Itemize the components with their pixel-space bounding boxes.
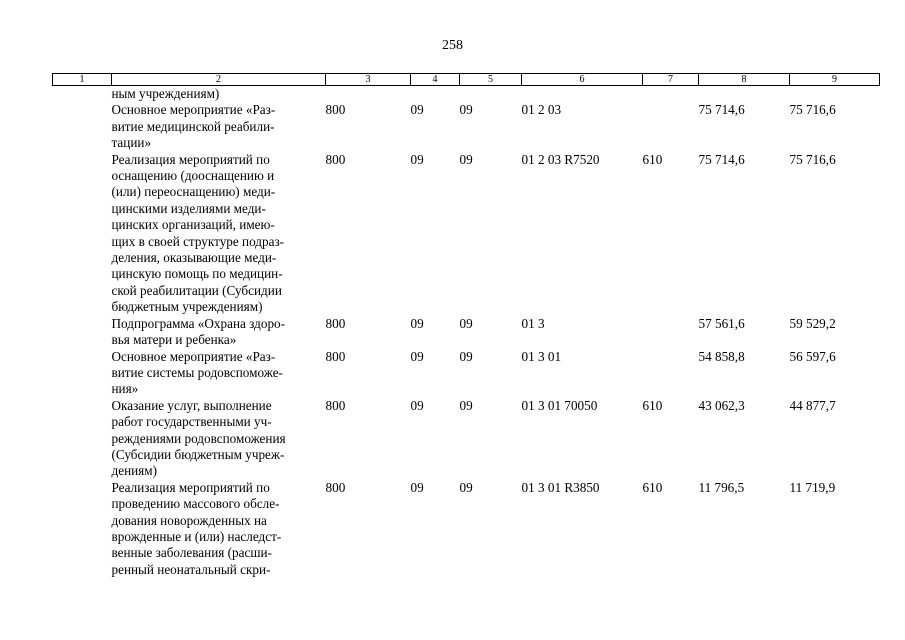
amount-year-1-cell: 11 796,5 xyxy=(698,479,745,495)
amount-year-2-cell: 11 719,9 xyxy=(789,479,836,495)
amount-year-1-cell: 54 858,8 xyxy=(698,348,745,364)
amount-year-1-cell: 57 561,6 xyxy=(698,315,745,331)
ministry-code-cell: 800 xyxy=(325,151,346,167)
table-row xyxy=(53,398,880,480)
item-name-line: цинскими изделиями меди- xyxy=(111,200,266,216)
item-name-line: бюджетным учреждениям) xyxy=(111,299,263,315)
subsection-code-cell xyxy=(460,86,522,103)
expense-type-cell xyxy=(643,86,699,103)
table-row xyxy=(53,316,880,349)
column-header-5: 5 xyxy=(460,74,522,86)
item-name-line: (Субсидии бюджетным учреж- xyxy=(111,446,285,462)
row-number-cell xyxy=(53,152,112,316)
item-name-line: работ государственными уч- xyxy=(111,414,272,430)
amount-year-2-cell: 75 716,6 xyxy=(789,151,836,167)
item-name-line: дования новорожденных на xyxy=(111,512,267,528)
table-row xyxy=(53,349,880,398)
item-name-line: врожденные и (или) наследст- xyxy=(111,528,282,544)
table-row xyxy=(53,86,880,103)
item-name-cell xyxy=(112,316,326,349)
table-row xyxy=(53,102,880,151)
budget-table xyxy=(52,73,880,578)
ministry-code-cell xyxy=(326,86,411,103)
amount-year-2-cell xyxy=(790,86,880,103)
item-name-line: вья матери и ребенка» xyxy=(111,332,237,348)
item-name-line: ным учреждениям) xyxy=(111,86,220,101)
item-name-line: Основное мероприятие «Раз- xyxy=(111,102,276,118)
subsection-code-cell: 09 xyxy=(459,315,473,331)
row-number-cell xyxy=(53,349,112,398)
item-name-line: Оказание услуг, выполнение xyxy=(111,397,272,413)
page-number: 258 xyxy=(442,38,463,53)
column-header-4: 4 xyxy=(411,74,460,86)
item-name-line: венные заболевания (расши- xyxy=(111,545,272,561)
table-row xyxy=(53,480,880,578)
subsection-code-cell: 09 xyxy=(459,102,473,118)
item-name-line: ния» xyxy=(111,381,139,397)
amount-year-1-cell xyxy=(699,86,790,103)
amount-year-2-cell: 44 877,7 xyxy=(789,397,836,413)
column-header-3: 3 xyxy=(326,74,411,86)
table-body xyxy=(53,86,880,579)
row-number-cell xyxy=(53,316,112,349)
item-name-cell xyxy=(112,480,326,578)
item-name-line: (или) переоснащению) меди- xyxy=(111,184,276,200)
target-item-code-cell: 01 3 01 xyxy=(521,348,562,364)
section-code-cell: 09 xyxy=(410,315,424,331)
subsection-code-cell: 09 xyxy=(459,397,473,413)
expense-type-cell xyxy=(643,102,699,151)
ministry-code-cell: 800 xyxy=(325,315,346,331)
section-code-cell: 09 xyxy=(410,397,424,413)
row-number-cell xyxy=(53,86,112,103)
amount-year-2-cell: 56 597,6 xyxy=(789,348,836,364)
section-code-cell: 09 xyxy=(410,348,424,364)
item-name-line: Реализация мероприятий по xyxy=(111,151,270,167)
item-name-line: цинскую помощь по медицин- xyxy=(111,266,283,282)
item-name-cell xyxy=(112,86,326,103)
row-number-cell xyxy=(53,398,112,480)
subsection-code-cell: 09 xyxy=(459,479,473,495)
target-item-code-cell xyxy=(522,86,643,103)
item-name-line: реждениями родовспоможения xyxy=(111,430,286,446)
row-number-cell xyxy=(53,480,112,578)
item-name-line: витие медицинской реабили- xyxy=(111,118,275,134)
amount-year-1-cell: 43 062,3 xyxy=(698,397,745,413)
item-name-cell xyxy=(112,152,326,316)
item-name-line: тации» xyxy=(111,135,152,151)
expense-type-cell: 610 xyxy=(642,479,663,495)
amount-year-2-cell: 59 529,2 xyxy=(789,315,836,331)
column-header-7: 7 xyxy=(643,74,699,86)
section-code-cell: 09 xyxy=(410,102,424,118)
ministry-code-cell: 800 xyxy=(325,397,346,413)
column-header-2: 2 xyxy=(112,74,326,86)
ministry-code-cell: 800 xyxy=(325,348,346,364)
amount-year-1-cell: 75 714,6 xyxy=(698,102,745,118)
target-item-code-cell: 01 3 01 70050 xyxy=(521,397,598,413)
item-name-line: дениям) xyxy=(111,463,157,479)
column-number-header xyxy=(53,74,880,86)
ministry-code-cell: 800 xyxy=(325,102,346,118)
subsection-code-cell: 09 xyxy=(459,348,473,364)
column-header-8: 8 xyxy=(699,74,790,86)
column-header-9: 9 xyxy=(790,74,880,86)
item-name-line: Основное мероприятие «Раз- xyxy=(111,348,276,364)
amount-year-1-cell: 75 714,6 xyxy=(698,151,745,167)
item-name-line: цинских организаций, имею- xyxy=(111,217,275,233)
section-code-cell: 09 xyxy=(410,479,424,495)
expense-type-cell xyxy=(643,316,699,349)
item-name-cell xyxy=(112,398,326,480)
subsection-code-cell: 09 xyxy=(459,151,473,167)
column-header-1: 1 xyxy=(53,74,112,86)
item-name-line: оснащению (дооснащению и xyxy=(111,168,275,184)
item-name-line: витие системы родовспоможе- xyxy=(111,364,283,380)
target-item-code-cell: 01 3 01 R3850 xyxy=(521,479,600,495)
ministry-code-cell: 800 xyxy=(325,479,346,495)
item-name-cell xyxy=(112,349,326,398)
section-code-cell xyxy=(411,86,460,103)
column-header-6: 6 xyxy=(522,74,643,86)
item-name-line: ской реабилитации (Субсидии xyxy=(111,282,282,298)
item-name-line: деления, оказывающие меди- xyxy=(111,250,277,266)
item-name-line: ренный неонатальный скри- xyxy=(111,561,271,577)
table-row xyxy=(53,152,880,316)
item-name-line: проведению массового обсле- xyxy=(111,496,280,512)
amount-year-2-cell: 75 716,6 xyxy=(789,102,836,118)
target-item-code-cell: 01 3 xyxy=(521,315,545,331)
item-name-line: щих в своей структуре подраз- xyxy=(111,233,285,249)
item-name-line: Реализация мероприятий по xyxy=(111,479,270,495)
expense-type-cell: 610 xyxy=(642,151,663,167)
expense-type-cell: 610 xyxy=(642,397,663,413)
expense-type-cell xyxy=(643,349,699,398)
target-item-code-cell: 01 2 03 R7520 xyxy=(521,151,600,167)
item-name-cell xyxy=(112,102,326,151)
item-name-line: Подпрограмма «Охрана здоро- xyxy=(111,315,286,331)
target-item-code-cell: 01 2 03 xyxy=(521,102,562,118)
row-number-cell xyxy=(53,102,112,151)
section-code-cell: 09 xyxy=(410,151,424,167)
